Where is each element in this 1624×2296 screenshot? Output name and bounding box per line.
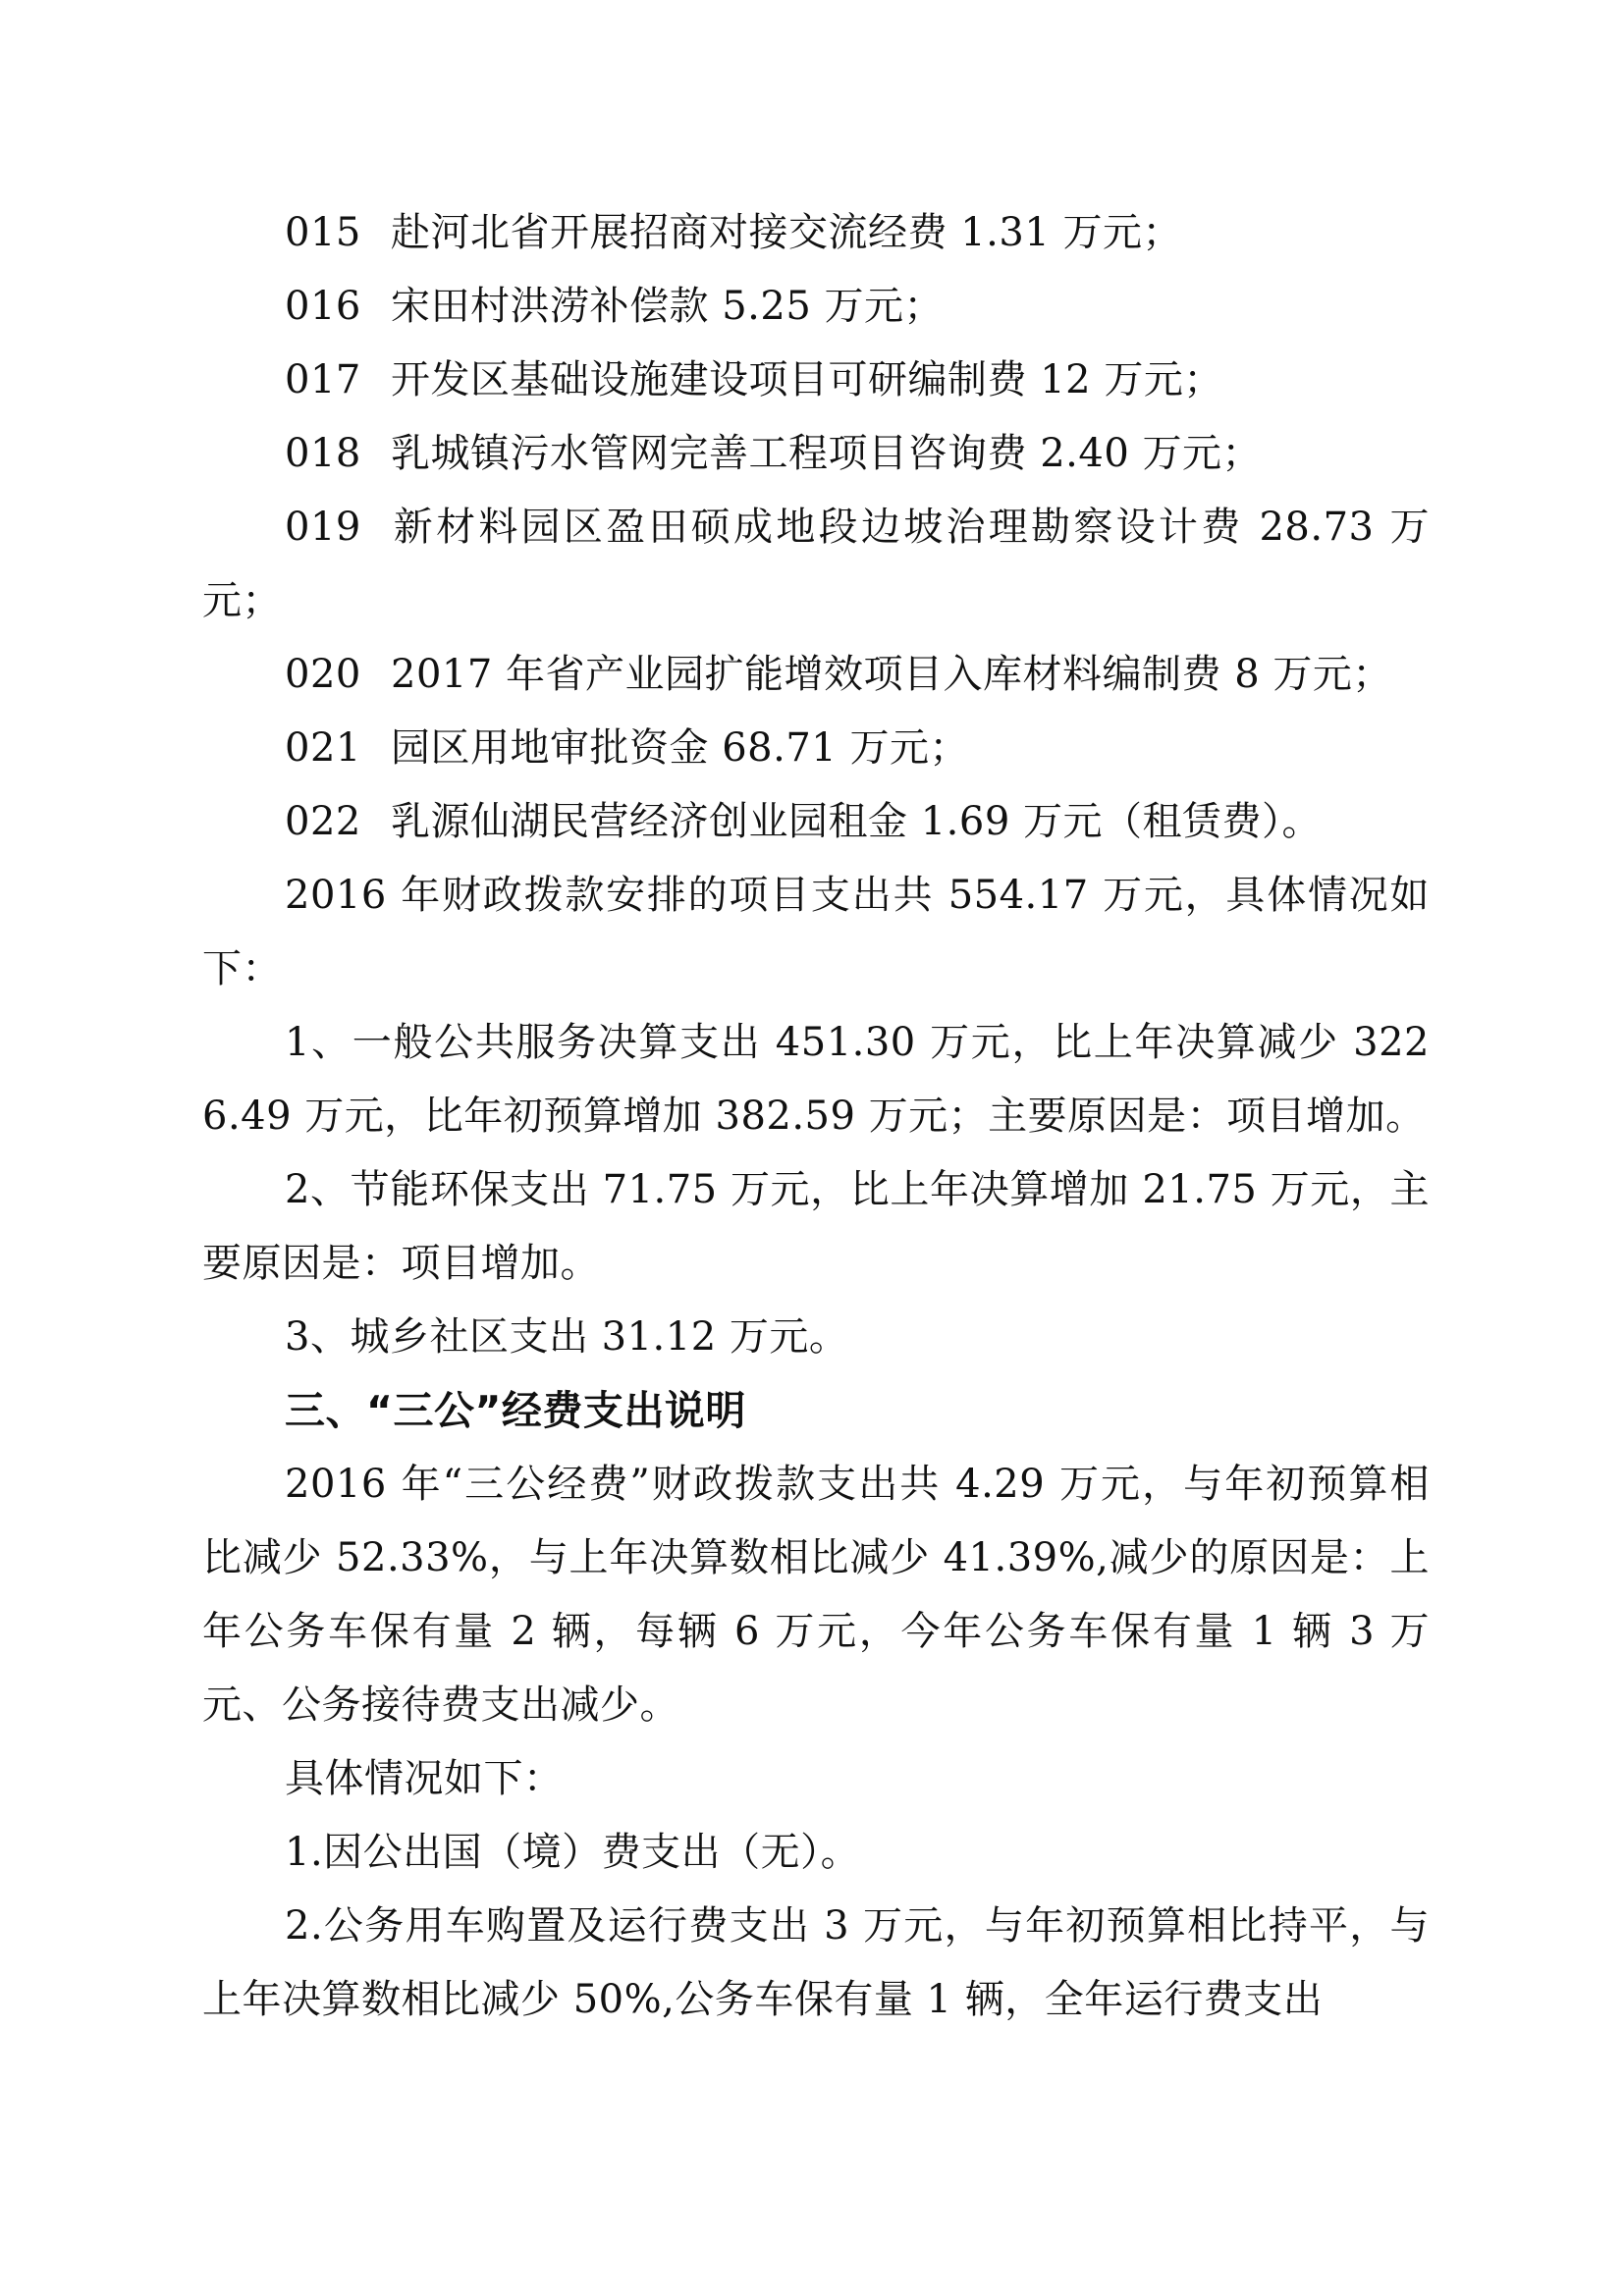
item-text: 2017 年省产业园扩能增效项目入库材料编制费 8 万元； <box>391 652 1392 697</box>
item-code: 016 <box>285 284 361 329</box>
section-3-paragraph: 2016 年“三公经费”财政拨款支出共 4.29 万元，与年初预算相比减少 52.33%，与上年决算数相比减少 41.39%,减少的原因是：上年公务车保有量 2 辆，每辆 6 万元，今年公务车保有量 1 辆 3 万元、公务接待费支出减少。 <box>202 1462 1430 1728</box>
item-code: 019 <box>285 505 361 550</box>
project-summary-paragraph: 2016 年财政拨款安排的项目支出共 554.17 万元，具体情况如下： <box>202 873 1430 991</box>
item-text: 赴河北省开展招商对接交流经费 1.31 万元； <box>391 210 1182 255</box>
detail-1-paragraph: 1.因公出国（境）费支出（无）。 <box>285 1830 861 1875</box>
list-item <box>202 344 1430 417</box>
item-code: 020 <box>285 652 361 697</box>
item-text: 新材料园区盈田硕成地段边坡治理勘察设计费 28.73 万元； <box>202 505 1430 623</box>
section-3-heading: 三、“三公”经费支出说明 <box>285 1387 746 1434</box>
item-text: 乳城镇污水管网完善工程项目咨询费 2.40 万元； <box>391 431 1262 476</box>
list-item <box>202 270 1430 344</box>
item-code: 022 <box>285 799 361 844</box>
item-text: 园区用地审批资金 68.71 万元； <box>391 725 969 771</box>
list-item <box>202 712 1430 785</box>
item-text: 开发区基础设施建设项目可研编制费 12 万元； <box>391 357 1223 402</box>
point-3-paragraph: 3、城乡社区支出 31.12 万元。 <box>285 1314 849 1360</box>
list-item <box>202 417 1430 491</box>
details-intro: 具体情况如下： <box>285 1756 564 1801</box>
item-text: 宋田村洪涝补偿款 5.25 万元； <box>391 284 944 329</box>
item-code: 017 <box>285 357 361 402</box>
item-code: 021 <box>285 725 361 771</box>
page-content <box>202 196 1430 2037</box>
list-item <box>202 785 1430 859</box>
item-code: 015 <box>285 210 361 255</box>
point-2-paragraph: 2、节能环保支出 71.75 万元，比上年决算增加 21.75 万元，主要原因是：项目增加。 <box>202 1167 1430 1286</box>
item-text: 乳源仙湖民营经济创业园租金 1.69 万元（租赁费）。 <box>391 799 1322 844</box>
point-1-paragraph: 1、一般公共服务决算支出 451.30 万元，比上年决算减少 3226.49 万元，比年初预算增加 382.59 万元；主要原因是：项目增加。 <box>202 1020 1430 1139</box>
list-item <box>202 196 1430 270</box>
list-item <box>202 638 1430 712</box>
list-item <box>202 491 1430 638</box>
detail-2-paragraph: 2.公务用车购置及运行费支出 3 万元，与年初预算相比持平，与上年决算数相比减少 50%,公务车保有量 1 辆，全年运行费支出 <box>202 1903 1430 2022</box>
item-code: 018 <box>285 431 361 476</box>
